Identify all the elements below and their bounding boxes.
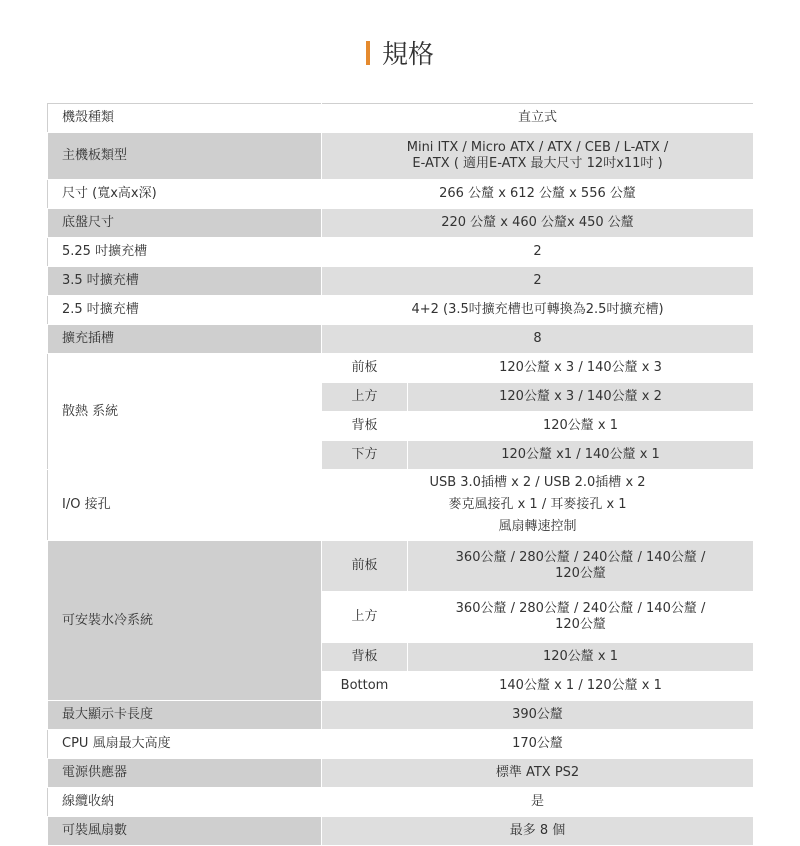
row-value: 120公釐 x 3 / 140公釐 x 3 xyxy=(408,354,754,383)
value-line: 120公釐 xyxy=(555,617,606,632)
table-row xyxy=(48,470,754,541)
row-value: 2 xyxy=(322,238,754,267)
row-value xyxy=(322,133,754,180)
row-value xyxy=(322,470,754,541)
row-value: 220 公釐 x 460 公釐x 450 公釐 xyxy=(322,209,754,238)
page-title-text: 規格 xyxy=(381,40,434,70)
row-label: CPU 風扇最大高度 xyxy=(48,730,322,759)
row-label: 5.25 吋擴充槽 xyxy=(48,238,322,267)
sub-label: 下方 xyxy=(322,441,408,470)
sub-label: 前板 xyxy=(322,541,408,592)
table-row xyxy=(48,104,754,133)
row-label: 機殼種類 xyxy=(48,104,322,133)
row-value: 390公釐 xyxy=(322,701,754,730)
table-row xyxy=(48,238,754,267)
row-label: 可裝風扇數 xyxy=(48,817,322,846)
row-value xyxy=(408,541,754,592)
table-row xyxy=(48,296,754,325)
row-value: 4+2 (3.5吋擴充槽也可轉換為2.5吋擴充槽) xyxy=(322,296,754,325)
table-row xyxy=(48,759,754,788)
table-row xyxy=(48,701,754,730)
table-row xyxy=(48,354,754,383)
sub-label: 前板 xyxy=(322,354,408,383)
row-value: 標準 ATX PS2 xyxy=(322,759,754,788)
row-label: 散熱 系統 xyxy=(48,354,322,470)
value-line: 360公釐 / 280公釐 / 240公釐 / 140公釐 / xyxy=(455,601,706,616)
row-value: 120公釐 x 3 / 140公釐 x 2 xyxy=(408,383,754,412)
row-label: 線纜收納 xyxy=(48,788,322,817)
row-label: 尺寸 (寬x高x深) xyxy=(48,180,322,209)
row-value: 是 xyxy=(322,788,754,817)
row-label: 主機板類型 xyxy=(48,133,322,180)
row-value: 最多 8 個 xyxy=(322,817,754,846)
title-accent-bar xyxy=(366,41,370,65)
value-line: 風扇轉速控制 xyxy=(498,519,577,534)
row-label: 最大顯示卡長度 xyxy=(48,701,322,730)
table-row xyxy=(48,541,754,592)
sub-label: 背板 xyxy=(322,643,408,672)
row-label: 底盤尺寸 xyxy=(48,209,322,238)
row-label: 可安裝水冷系統 xyxy=(48,541,322,701)
spec-table xyxy=(47,103,754,846)
row-value: 120公釐 x 1 xyxy=(408,643,754,672)
value-line: 麥克風接孔 x 1 / 耳麥接孔 x 1 xyxy=(448,497,627,512)
table-row xyxy=(48,267,754,296)
row-value: 直立式 xyxy=(322,104,754,133)
row-value: 170公釐 xyxy=(322,730,754,759)
table-row xyxy=(48,788,754,817)
table-row xyxy=(48,180,754,209)
sub-label: 上方 xyxy=(322,592,408,643)
page-title xyxy=(0,34,800,71)
table-row xyxy=(48,817,754,846)
row-label: I/O 接孔 xyxy=(48,470,322,541)
row-label: 2.5 吋擴充槽 xyxy=(48,296,322,325)
value-line: 120公釐 xyxy=(555,566,606,581)
value-line: USB 3.0插槽 x 2 / USB 2.0插槽 x 2 xyxy=(429,475,646,490)
row-value: 120公釐 x 1 xyxy=(408,412,754,441)
sub-label: 背板 xyxy=(322,412,408,441)
row-label: 擴充插槽 xyxy=(48,325,322,354)
row-label: 電源供應器 xyxy=(48,759,322,788)
sub-label: Bottom xyxy=(322,672,408,701)
row-value: 2 xyxy=(322,267,754,296)
row-label: 3.5 吋擴充槽 xyxy=(48,267,322,296)
value-line: 360公釐 / 280公釐 / 240公釐 / 140公釐 / xyxy=(455,550,706,565)
sub-label: 上方 xyxy=(322,383,408,412)
row-value xyxy=(408,592,754,643)
table-row xyxy=(48,325,754,354)
value-line: Mini ITX / Micro ATX / ATX / CEB / L-ATX / xyxy=(406,140,669,155)
table-row xyxy=(48,730,754,759)
row-value: 140公釐 x 1 / 120公釐 x 1 xyxy=(408,672,754,701)
row-value: 120公釐 x1 / 140公釐 x 1 xyxy=(408,441,754,470)
table-row xyxy=(48,209,754,238)
value-line: E-ATX ( 適用E-ATX 最大尺寸 12吋x11吋 ) xyxy=(412,156,663,171)
row-value: 8 xyxy=(322,325,754,354)
table-row xyxy=(48,133,754,180)
row-value: 266 公釐 x 612 公釐 x 556 公釐 xyxy=(322,180,754,209)
